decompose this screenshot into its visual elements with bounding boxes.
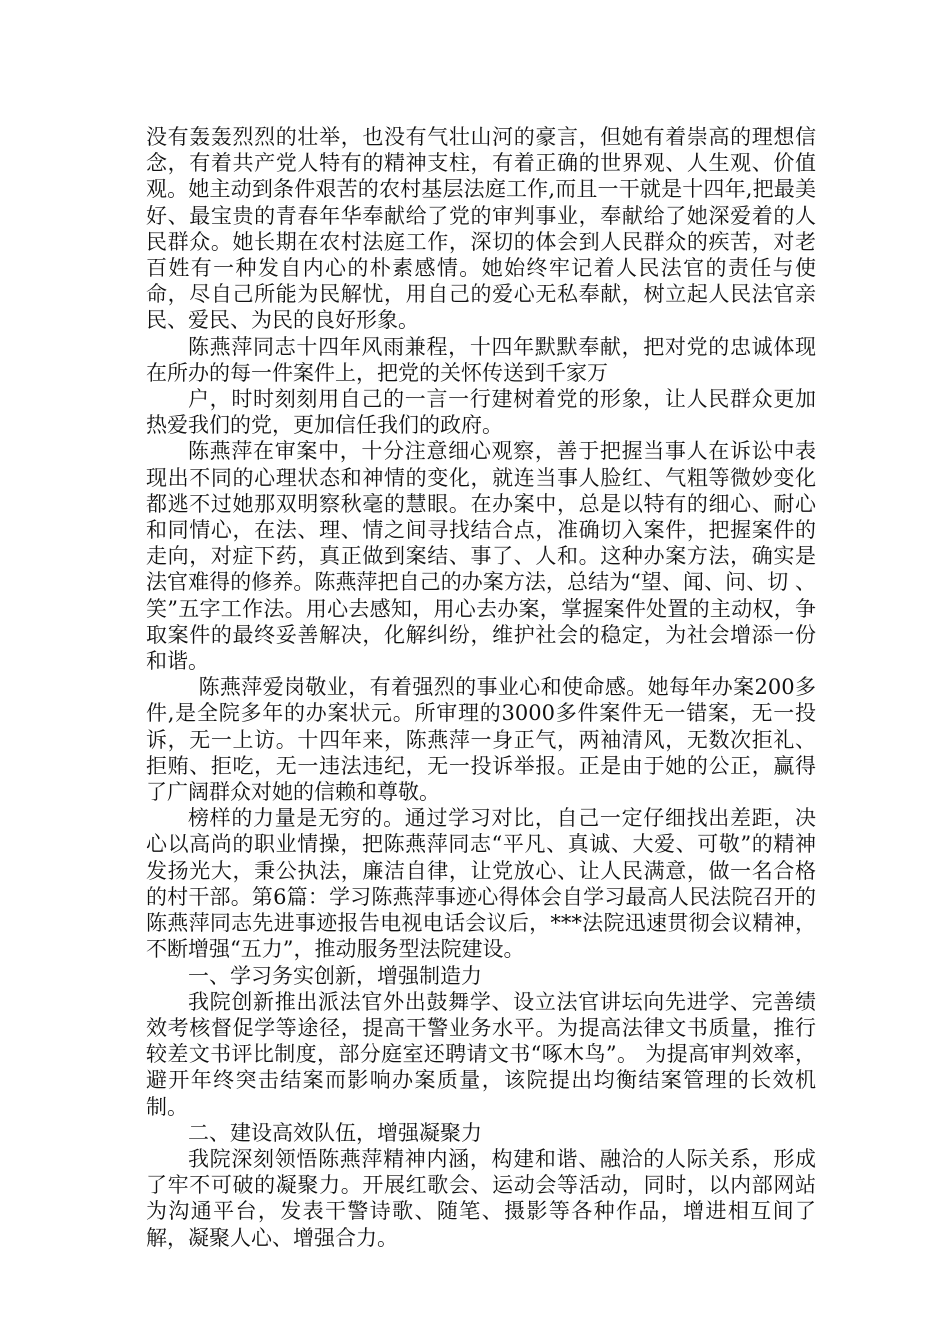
paragraph: 我院深刻领悟陈燕萍精神内涵，构建和谐、融洽的人际关系，形成了牢不可破的凝聚力。开展红歌会、运动会等活动，同时，以内部网站为沟通平台，发表干警诗歌、随笔、摄影等各种作品，增进相互间了解，凝聚人心、增强合力。 [146,1146,816,1250]
section-heading: 二、建设高效队伍，增强凝聚力 [188,1120,482,1145]
section-heading: 一、学习务实创新，增强制造力 [188,963,482,988]
paragraph: 陈燕萍在审案中，十分注意细心观察，善于把握当事人在诉讼中表现出不同的心理状态和神情的变化，就连当事人脸红、气粗等微妙变化都逃不过她那双明察秋毫的慧眼。在办案中，总是以特有的细心、耐心和同情心，在法、理、情之间寻找结合点，准确切入案件，把握案件的走向，对症下药，真正做到案结、事了、人和。这种办案方法，确实是法官难得的修养。陈燕萍把自己的办案方法，总结为“望、闻、问、切 、笑”五字工作法。用心去感知，用心去办案，掌握案件处置的主动权，争取案件的最终妥善解决，化解纠纷，维护社会的稳定，为社会增添一份和谐。 [146,439,816,674]
document-body [146,124,816,1251]
paragraph: 陈燕萍同志十四年风雨兼程，十四年默默奉献，把对党的忠诚体现在所办的每一件案件上，把党的关怀传送到千家万 [146,334,816,385]
paragraph: 陈燕萍爱岗敬业，有着强烈的事业心和使命感。她每年办案200多件,是全院多年的办案状元。所审理的3000多件案件无一错案，无一投诉，无一上访。十四年来，陈燕萍一身正气，两袖清风，无数次拒礼、拒贿、拒吃，无一违法违纪，无一投诉举报。正是由于她的公正，赢得了广阔群众对她的信赖和尊敬。 [146,675,816,805]
paragraph: 榜样的力量是无穷的。通过学习对比，自己一定仔细找出差距，决心以高尚的职业情操，把陈燕萍同志“平凡、真诚、大爱、可敬”的精神发扬光大，秉公执法，廉洁自律，让党放心、让人民满意，做一名合格的村干部。第6篇：学习陈燕萍事迹心得体会自学习最高人民法院召开的陈燕萍同志先进事迹报告电视电话会议后，***法院迅速贯彻会议精神，不断增强“五力”，推动服务型法院建设。 [146,806,816,962]
paragraph: 户，时时刻刻用自己的一言一行建树着党的形象，让人民群众更加热爱我们的党，更加信任我们的政府。 [146,387,816,438]
paragraph: 没有轰轰烈烈的壮举，也没有气壮山河的豪言，但她有着崇高的理想信念，有着共产党人特有的精神支柱，有着正确的世界观、人生观、价值观。她主动到条件艰苦的农村基层法庭工作,而且一干就是十四年,把最美好、最宝贵的青春年华奉献给了党的审判事业，奉献给了她深爱着的人民群众。她长期在农村法庭工作，深切的体会到人民群众的疾苦，对老百姓有一种发自内心的朴素感情。她始终牢记着人民法官的责任与使命，尽自己所能为民解忧，用自己的爱心无私奉献，树立起人民法官亲民、爱民、为民的良好形象。 [146,125,816,333]
paragraph: 我院创新推出派法官外出鼓舞学、设立法官讲坛向先进学、完善绩效考核督促学等途径，提高干警业务水平。为提高法律文书质量，推行较差文书评比制度，部分庭室还聘请文书“啄木鸟”。 为提高审判效率，避开年终突击结案而影响办案质量，该院提出均衡结案管理的长效机制。 [146,989,816,1119]
